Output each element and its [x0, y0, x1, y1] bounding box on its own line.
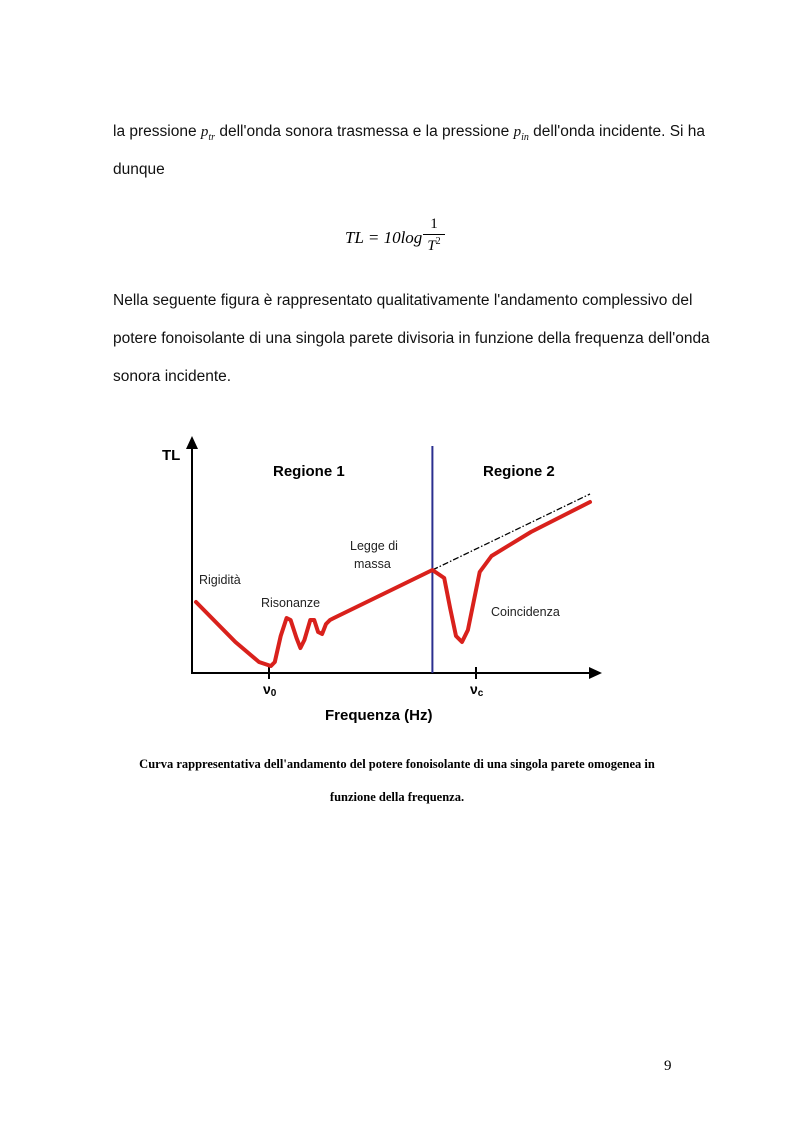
formula-fraction — [423, 216, 445, 255]
tick-label-vc-symbol: ν — [470, 681, 478, 697]
paragraph-1-line-1 — [113, 123, 705, 143]
y-axis-arrow — [186, 436, 198, 449]
text-run: dell'onda incidente. Si ha — [533, 123, 706, 140]
formula-numerator: 1 — [430, 216, 438, 232]
denominator-exponent: 2 — [435, 236, 441, 247]
text-run: dell'onda sonora trasmessa e la pressione — [219, 123, 514, 140]
variable-symbol: p — [513, 124, 522, 140]
x-axis-label: Frequenza (Hz) — [325, 707, 433, 724]
variable-p-in — [513, 124, 529, 143]
figure-caption-line-1: Curva rappresentativa dell'andamento del potere fonoisolante di una singola parete omogenea in — [139, 757, 655, 771]
tick-label-v0-subscript: 0 — [270, 688, 277, 699]
denominator-symbol: T — [427, 238, 436, 254]
formula-lhs-text: TL = 10log — [345, 228, 423, 247]
tick-label-v0 — [263, 681, 277, 699]
variable-subscript: in — [521, 132, 529, 143]
tick-label-v0-symbol: ν — [263, 681, 271, 697]
region-2-label: Regione 2 — [483, 463, 555, 480]
tick-label-vc — [470, 681, 484, 699]
variable-subscript: tr — [208, 132, 216, 143]
figure-caption-line-2: funzione della frequenza. — [329, 790, 465, 804]
tl-frequency-figure — [158, 432, 608, 732]
tl-curve — [196, 502, 590, 666]
label-massa: massa — [354, 557, 391, 571]
label-legge-di: Legge di — [350, 539, 398, 553]
label-risonanze: Risonanze — [261, 596, 321, 610]
fraction-bar — [423, 234, 445, 235]
variable-p-tr — [200, 124, 216, 143]
page-number: 9 — [664, 1058, 672, 1074]
paragraph-2-line-2: potere fonoisolante di una singola parete divisoria in funzione della frequenza dell'onda — [113, 330, 710, 347]
variable-symbol: p — [200, 124, 209, 140]
label-rigidita: Rigidità — [199, 573, 241, 587]
mass-law-extrapolation-line — [432, 494, 590, 570]
region-1-label: Regione 1 — [273, 463, 345, 480]
x-axis-arrow — [589, 667, 602, 679]
formula-denominator — [423, 236, 445, 255]
paragraph-2-line-1: Nella seguente figura è rappresentato qualitativamente l'andamento complessivo del — [113, 292, 693, 309]
text-run: la pressione — [113, 123, 201, 140]
y-axis-label: TL — [162, 447, 181, 464]
tick-label-vc-subscript: c — [477, 688, 484, 699]
formula-lhs — [345, 228, 422, 248]
label-coincidenza: Coincidenza — [491, 605, 560, 619]
paragraph-1-line-2: dunque — [113, 161, 165, 178]
tl-chart-svg — [158, 432, 608, 732]
paragraph-2-line-3: sonora incidente. — [113, 368, 232, 385]
